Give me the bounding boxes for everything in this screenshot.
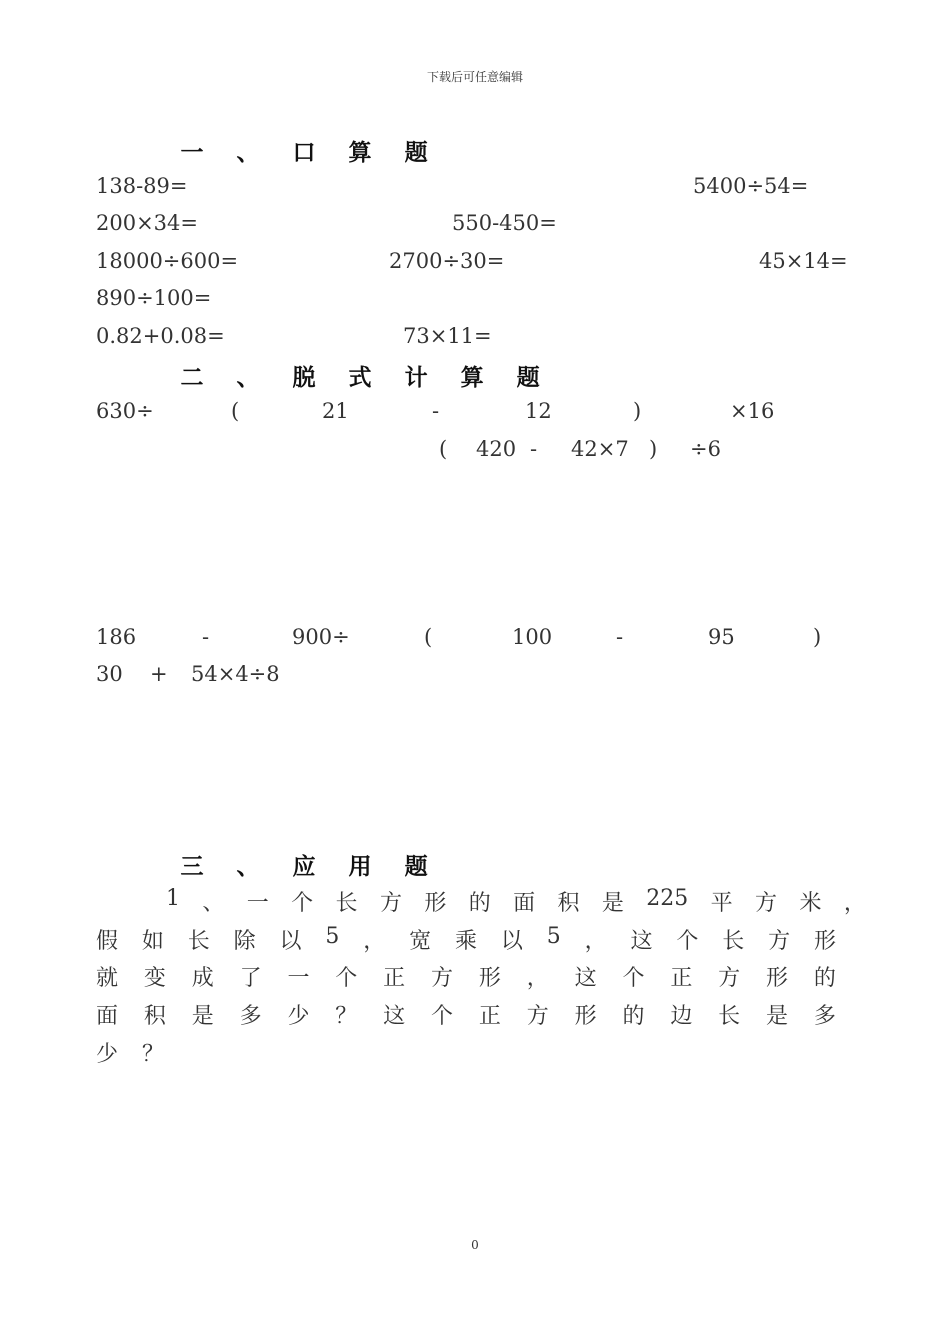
detach-token: 30 [96,662,123,686]
section-1-heading [168,134,440,167]
problem-char: ？ [142,1042,165,1067]
problem-char: 的 [622,1004,645,1029]
problem-char: 这 [383,1004,406,1029]
problem-char: 个 [431,1004,454,1029]
problem-char: 225 [646,886,689,911]
problem-char: 如 [141,929,164,954]
problem-char: 长 [722,929,745,954]
problem-char: ， [843,891,866,916]
problem-char: 长 [718,1004,741,1029]
word-problem-line-5 [96,1037,164,1068]
problem-char: 平 [710,891,733,916]
problem-char: 方 [768,929,791,954]
problem-char: 面 [513,891,536,916]
problem-char: 以 [500,929,523,954]
problem-char: 个 [291,891,314,916]
problem-char: 形 [766,966,789,991]
detach-token: 630÷ [96,399,154,423]
problem-char: 是 [766,1004,789,1029]
problem-char: 一 [246,891,269,916]
oral-expression: 0.82+0.08= [96,324,225,348]
detach-token: 900÷ [292,625,350,649]
problem-char: 乘 [454,929,477,954]
detach-token: - [616,625,624,649]
problem-char: 正 [383,966,406,991]
detach-token: - [432,399,440,423]
problem-char: 长 [187,929,210,954]
heading-char: 、 [236,365,260,391]
problem-char: 形 [813,929,836,954]
heading-char: 脱 [292,365,316,391]
heading-char: 三 [180,854,204,880]
heading-char: 题 [516,365,540,391]
heading-char: 算 [460,365,484,391]
problem-char: 、 [202,891,225,916]
problem-char: 个 [676,929,699,954]
problem-char: ， [584,929,607,954]
page-number: 0 [471,1238,479,1252]
detach-token: ÷6 [690,437,721,461]
problem-char: 的 [468,891,491,916]
problem-char: 多 [239,1004,262,1029]
problem-char: 宽 [409,929,432,954]
detach-token: 100 [512,625,553,649]
detach-token: 95 [708,625,735,649]
problem-char: 以 [279,929,302,954]
problem-char: 变 [143,966,166,991]
problem-char: 假 [96,929,119,954]
heading-char: 算 [348,140,372,166]
heading-char: 计 [404,365,428,391]
oral-expression: 5400÷54= [693,174,809,198]
problem-char: 米 [799,891,822,916]
problem-char: 1 [166,886,180,911]
problem-char: 正 [670,966,693,991]
oral-expression: 2700÷30= [389,249,505,273]
heading-char: 二 [180,365,204,391]
problem-char: 除 [233,929,256,954]
heading-char: 一 [180,140,204,166]
heading-char: 、 [236,854,260,880]
detach-token: 54×4÷8 [191,662,280,686]
word-problem-line-1 [166,886,866,917]
heading-char: 题 [404,854,428,880]
problem-char: 少 [287,1004,310,1029]
detach-token: - [530,437,538,461]
detach-token: 42×7 [571,437,629,461]
detach-token: ×16 [730,399,775,423]
problem-char: ？ [335,1004,358,1029]
problem-char: ， [363,929,386,954]
problem-char: 个 [622,966,645,991]
problem-char: 5 [325,924,340,949]
problem-char: 5 [546,924,561,949]
detach-token: ( [231,399,240,423]
problem-char: 形 [478,966,501,991]
problem-char: 成 [191,966,214,991]
problem-char: 积 [557,891,580,916]
word-problem-line-2 [96,924,836,955]
problem-char: 个 [335,966,358,991]
oral-expression: 73×11= [403,324,492,348]
detach-token: 186 [96,625,137,649]
oral-expression: 200×34= [96,211,198,235]
oral-expression: 18000÷600= [96,249,239,273]
detach-token: ) [649,437,658,461]
detach-token: 12 [525,399,552,423]
problem-char: 一 [287,966,310,991]
heading-char: 应 [292,854,316,880]
word-problem-line-3 [96,961,836,992]
detach-token: 420 [476,437,517,461]
problem-char: 形 [574,1004,597,1029]
problem-char: 方 [755,891,778,916]
problem-char: 这 [574,966,597,991]
detach-token: + [150,662,168,686]
problem-char: 方 [526,1004,549,1029]
word-problem-line-4 [96,999,836,1030]
problem-char: 边 [670,1004,693,1029]
problem-char: 少 [96,1042,119,1067]
detach-token: - [202,625,210,649]
page-header: 下载后可任意编辑 [426,70,523,84]
oral-expression: 45×14= [759,249,848,273]
oral-expression: 138-89= [96,174,188,198]
problem-char: 了 [239,966,262,991]
problem-char: 的 [813,966,836,991]
problem-char: 方 [718,966,741,991]
problem-char: 是 [601,891,624,916]
problem-char: 长 [335,891,358,916]
detach-token: ( [424,625,433,649]
heading-char: 用 [348,854,372,880]
section-2-heading [168,359,552,392]
oral-expression: 890÷100= [96,286,212,310]
heading-char: 题 [404,140,428,166]
oral-expression: 550-450= [452,211,557,235]
problem-char: 正 [478,1004,501,1029]
heading-char: 口 [292,140,316,166]
problem-char: 积 [143,1004,166,1029]
section-3-heading [168,848,440,881]
problem-char: 多 [813,1004,836,1029]
problem-char: 方 [379,891,402,916]
detach-token: ) [633,399,642,423]
problem-char: 面 [96,1004,119,1029]
heading-char: 、 [236,140,260,166]
problem-char: 就 [96,966,119,991]
detach-token: ) [813,625,822,649]
heading-char: 式 [348,365,372,391]
detach-token: 21 [322,399,349,423]
problem-char: 方 [431,966,454,991]
problem-char: 形 [424,891,447,916]
problem-char: 这 [630,929,653,954]
detach-token: ( [439,437,448,461]
problem-char: ， [526,966,549,991]
problem-char: 是 [191,1004,214,1029]
